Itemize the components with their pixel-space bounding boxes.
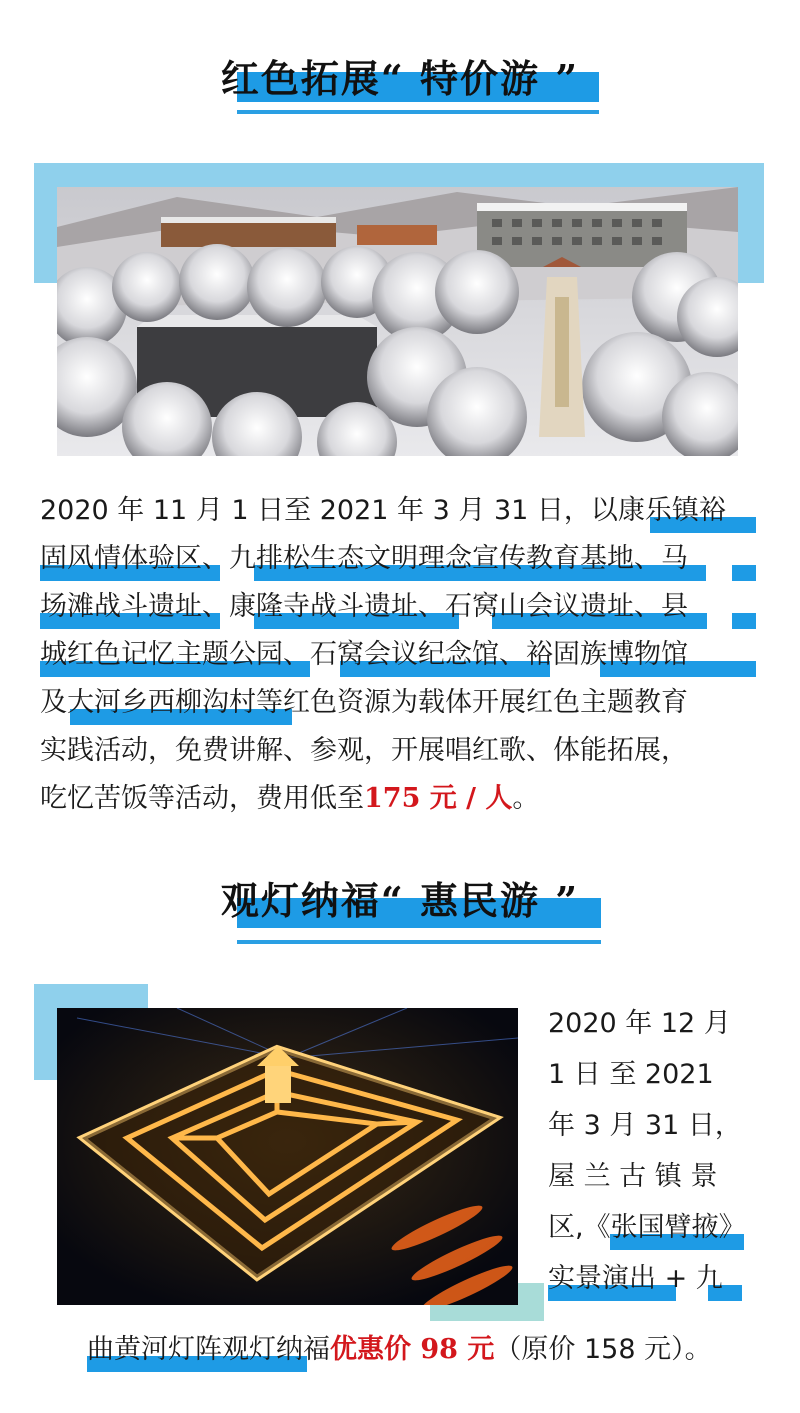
text-highlight: [732, 565, 756, 581]
section2-side-text: [548, 998, 748, 1304]
decor-bar-top: [34, 984, 148, 1008]
section2-title: 观灯纳福“ 惠民游 ”: [220, 878, 580, 923]
decor-bar-top: [34, 163, 764, 187]
paragraph-line: 场滩战斗遗址、康隆寺战斗遗址、石窝山会议遗址、县: [40, 583, 760, 631]
paragraph-line: 固风情体验区、九排松生态文明理念宣传教育基地、马: [40, 535, 760, 583]
lantern-array-photo: [57, 1008, 518, 1305]
paragraph-line: 区,《张国臂掖》: [548, 1202, 748, 1253]
paragraph-line: 城红色记忆主题公园、石窝会议纪念馆、裕固族博物馆: [40, 631, 760, 679]
snow-scene-image: [57, 187, 738, 456]
section1-title: 红色拓展“ 特价游 ”: [220, 56, 580, 101]
paragraph-line: 曲黄河灯阵观灯纳福优惠价 98 元（原价 158 元）。: [87, 1326, 777, 1374]
paragraph-line: 2020 年 12 月: [548, 1008, 731, 1039]
paragraph-line: 实景演出 + 九: [548, 1253, 748, 1304]
paragraph-line: 1 日 至 2021: [548, 1059, 714, 1090]
paragraph-line: 及大河乡西柳沟村等红色资源为载体开展红色主题教育: [40, 679, 760, 727]
text-highlight: [732, 613, 756, 629]
decor-bar-right: [734, 163, 764, 283]
title-underline: [237, 110, 599, 114]
title-underline: [237, 940, 601, 944]
section2-bottom-text: [87, 1326, 777, 1374]
price-highlight: 175 元 / 人: [364, 783, 513, 814]
paragraph-line: 吃忆苦饭等活动，费用低至175 元 / 人。: [40, 783, 540, 814]
paragraph-line: 年 3 月 31 日，: [548, 1110, 742, 1141]
section1-paragraph: [40, 487, 760, 823]
paragraph-line: 2020 年 11 月 1 日至 2021 年 3 月 31 日，以康乐镇裕: [40, 487, 760, 535]
snow-landscape-photo: [57, 187, 738, 456]
paragraph-line: 实践活动，免费讲解、参观，开展唱红歌、体能拓展，: [40, 735, 688, 766]
price-highlight: 优惠价 98 元: [330, 1334, 495, 1365]
section2-title-block: [0, 870, 800, 950]
night-lights-image: [57, 1008, 518, 1305]
section1-title-block: [0, 48, 800, 118]
paragraph-line: 屋 兰 古 镇 景: [548, 1161, 718, 1192]
